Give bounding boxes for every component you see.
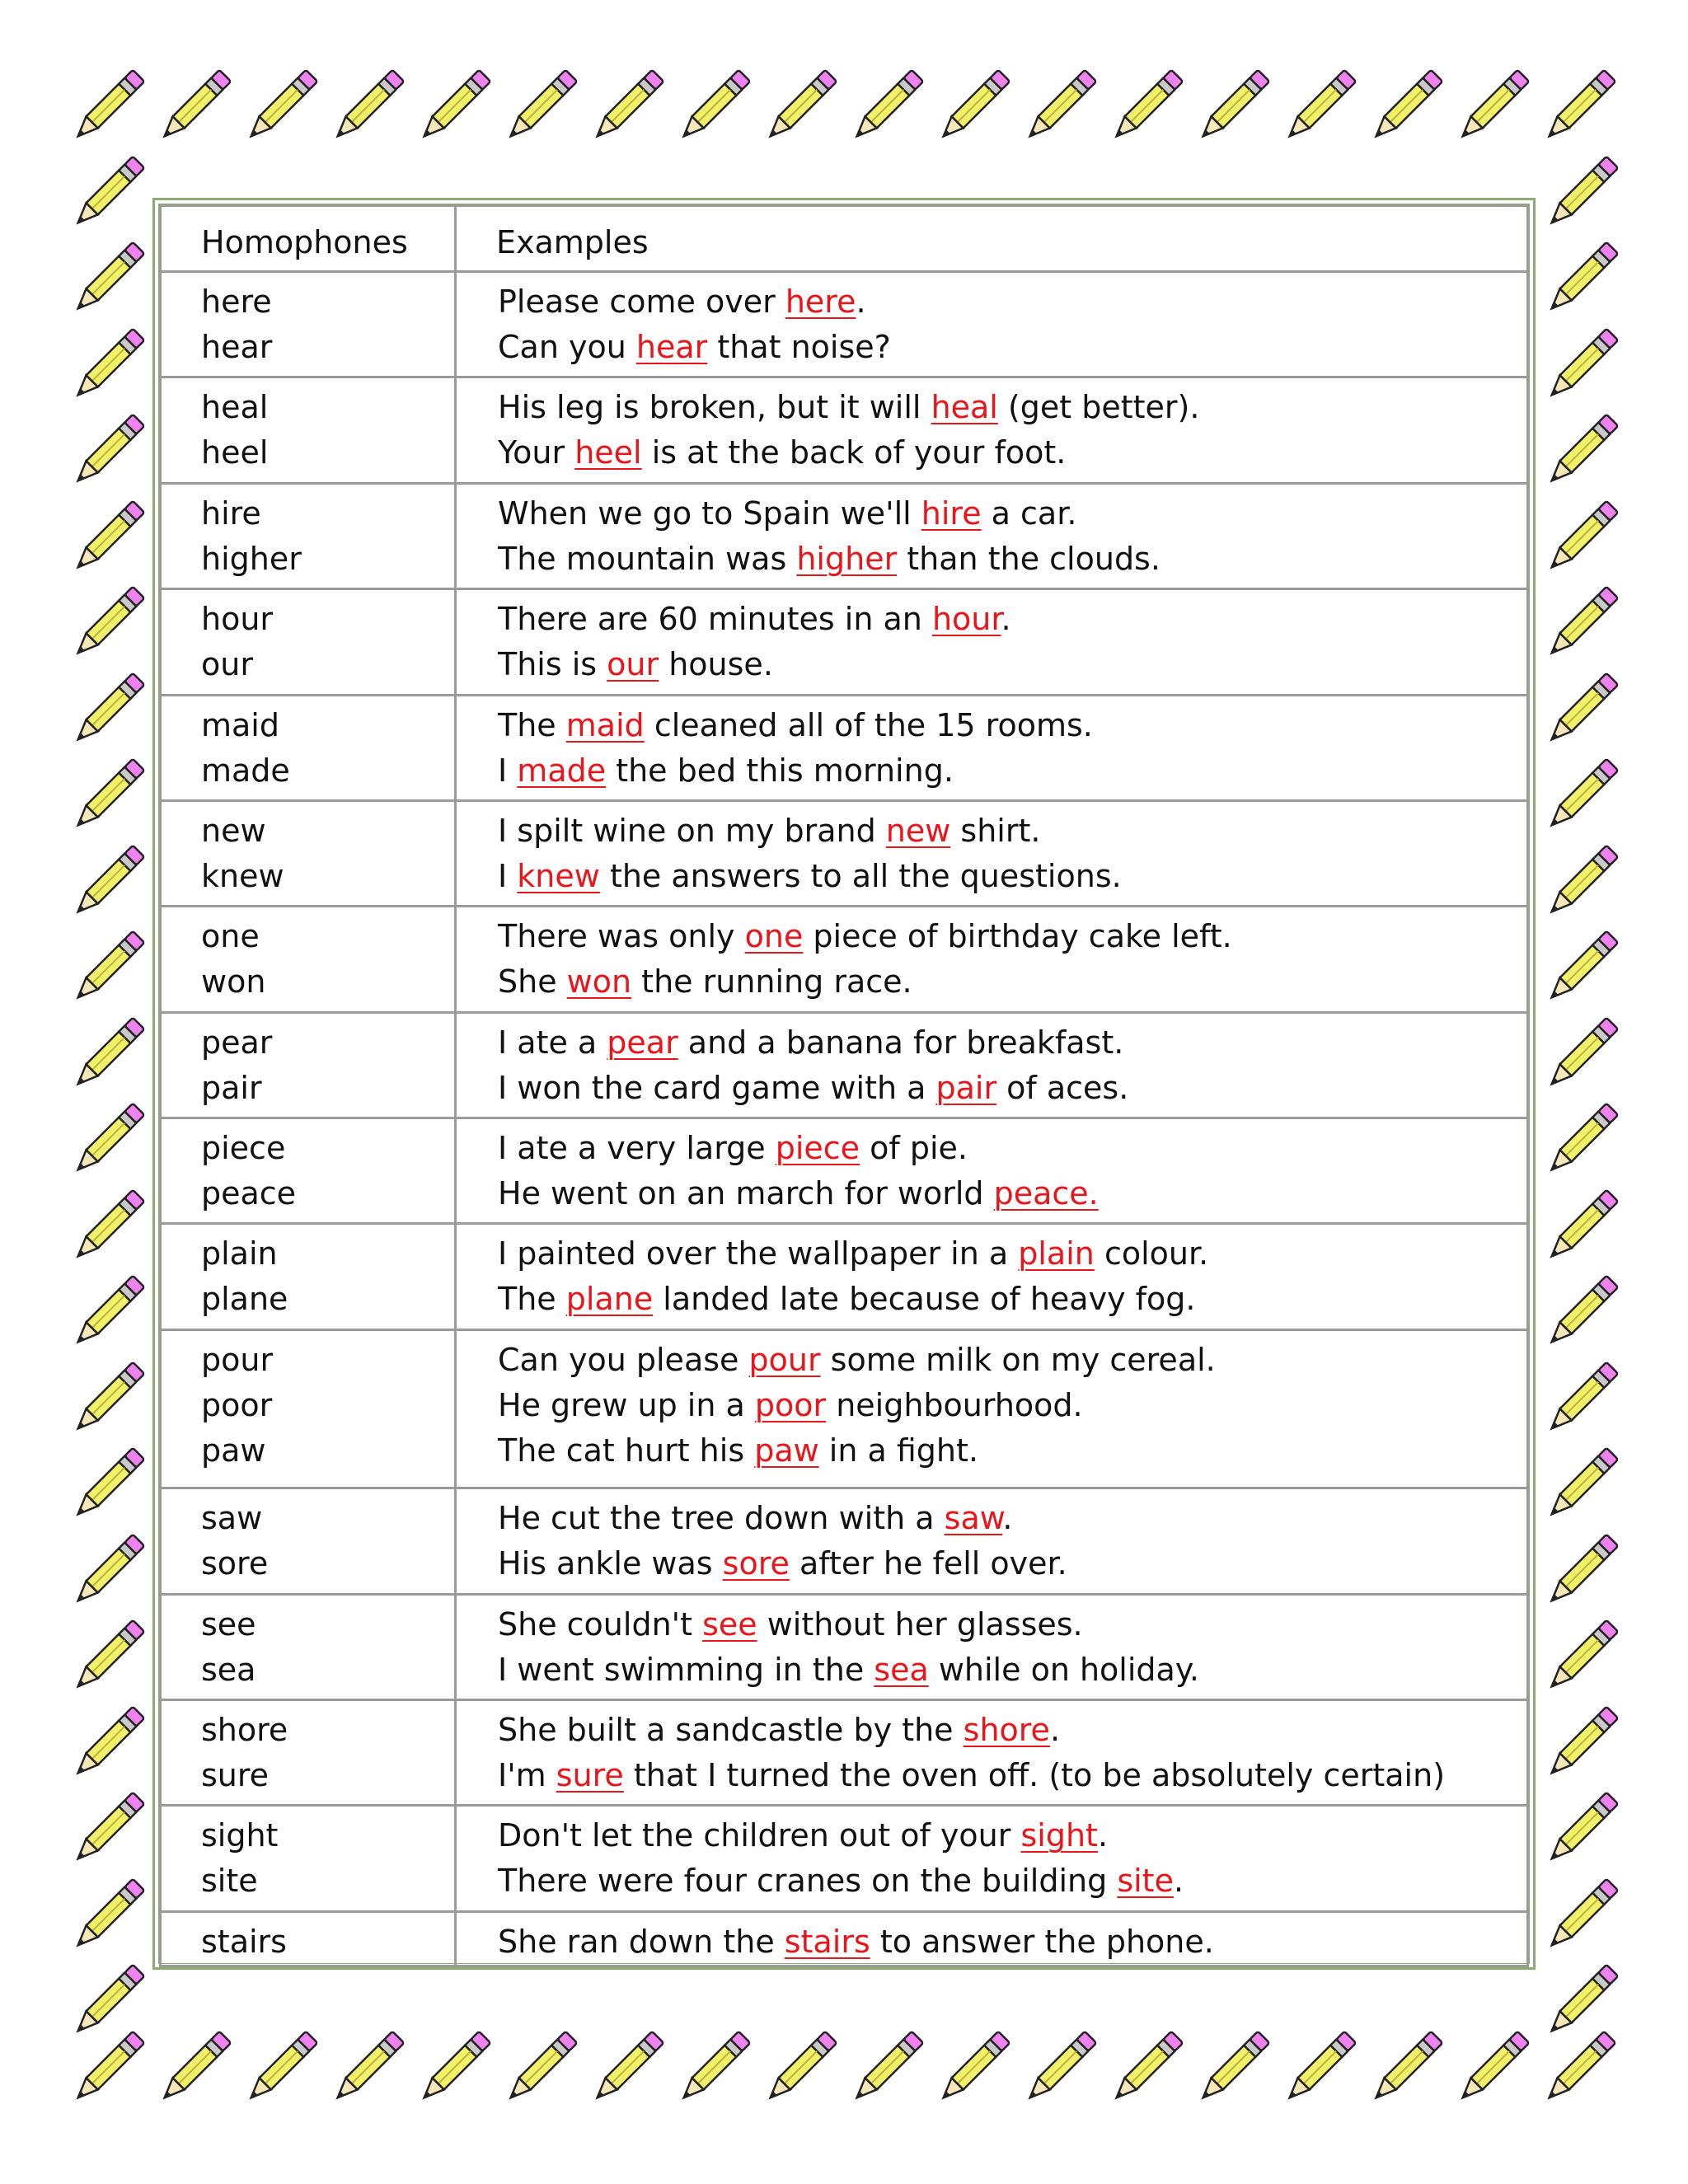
pencil-icon bbox=[66, 1788, 148, 1871]
sentence-after: . bbox=[1049, 1712, 1061, 1749]
example-cell bbox=[456, 1329, 1528, 1488]
homophone-word: plain bbox=[201, 1235, 278, 1272]
pencil-icon bbox=[326, 66, 408, 148]
highlighted-homophone: stairs bbox=[784, 1923, 870, 1960]
highlighted-homophone: see bbox=[702, 1605, 757, 1643]
pencil-icon bbox=[1278, 66, 1360, 148]
homophone-word: made bbox=[201, 752, 290, 789]
example-sentence bbox=[498, 1813, 1526, 1858]
sentence-after: of pie. bbox=[860, 1130, 968, 1166]
table-row bbox=[161, 1488, 1528, 1594]
pencil-icon bbox=[412, 66, 495, 148]
homophone-word: won bbox=[201, 963, 266, 1001]
highlighted-homophone: poor bbox=[754, 1386, 827, 1423]
highlighted-homophone: peace. bbox=[993, 1175, 1099, 1212]
example-sentence bbox=[498, 808, 1526, 854]
pencil-icon bbox=[66, 1616, 148, 1699]
example-cell bbox=[456, 272, 1528, 377]
pencil-icon bbox=[152, 66, 235, 148]
pencil-icon bbox=[66, 927, 148, 1010]
example-cell bbox=[456, 1806, 1528, 1911]
sentence-before: There was only bbox=[498, 918, 745, 955]
highlighted-homophone: sight bbox=[1020, 1817, 1098, 1854]
homophones-sheet bbox=[152, 198, 1536, 1970]
pencil-icon bbox=[412, 2027, 495, 2110]
homophone-cell bbox=[161, 1118, 456, 1224]
homophone-cell bbox=[161, 1806, 456, 1911]
header-row bbox=[161, 206, 1528, 272]
homophone-word: maid bbox=[201, 706, 279, 743]
table-row bbox=[161, 1224, 1528, 1329]
homophones-table bbox=[159, 204, 1529, 1967]
sentence-after: is at the back of your foot. bbox=[641, 434, 1067, 471]
sentence-before: I'm bbox=[498, 1757, 556, 1794]
pencil-icon bbox=[1451, 2027, 1533, 2110]
sentence-before: She ran down the bbox=[498, 1923, 785, 1960]
pencil-icon bbox=[66, 152, 148, 235]
pencil-icon bbox=[66, 1444, 148, 1526]
pencil-icon bbox=[66, 669, 148, 752]
highlighted-homophone: our bbox=[607, 646, 659, 683]
pencil-icon bbox=[499, 66, 581, 148]
sentence-before: His leg is broken, but it will bbox=[498, 389, 931, 426]
homophone-word: poor bbox=[201, 1386, 273, 1423]
example-sentence bbox=[498, 1338, 1526, 1383]
sentence-after: piece of birthday cake left. bbox=[803, 918, 1232, 955]
highlighted-homophone: knew bbox=[517, 857, 600, 894]
pencil-icon bbox=[1364, 2027, 1447, 2110]
pencil-icon bbox=[1104, 66, 1187, 148]
homophone-word: pear bbox=[201, 1024, 273, 1061]
pencil-icon bbox=[66, 325, 148, 407]
sentence-before: When we go to Spain we'll bbox=[498, 494, 921, 532]
example-cell bbox=[456, 695, 1528, 800]
pencil-icon bbox=[66, 1875, 148, 1957]
highlighted-homophone: site bbox=[1117, 1863, 1174, 1900]
pencil-icon bbox=[1540, 1014, 1622, 1096]
sentence-after: a car. bbox=[981, 494, 1077, 532]
example-cell bbox=[456, 1700, 1528, 1806]
homophone-word: piece bbox=[201, 1130, 286, 1166]
pencil-icon bbox=[239, 2027, 321, 2110]
pencil-icon bbox=[1537, 66, 1620, 148]
sentence-before: I bbox=[498, 857, 518, 894]
sentence-after: that I turned the oven off. (to be absolutely certain) bbox=[623, 1757, 1446, 1794]
homophone-cell bbox=[161, 483, 456, 588]
highlighted-homophone: sore bbox=[722, 1545, 790, 1582]
pencil-icon bbox=[66, 1272, 148, 1354]
example-sentence bbox=[498, 703, 1526, 748]
pencil-icon bbox=[1540, 1444, 1622, 1526]
pencil-icon bbox=[1540, 325, 1622, 407]
highlighted-homophone: sea bbox=[874, 1651, 929, 1688]
pencil-icon bbox=[66, 410, 148, 493]
example-sentence bbox=[498, 1541, 1526, 1586]
highlighted-homophone: paw bbox=[754, 1432, 819, 1469]
sentence-before: She bbox=[498, 963, 567, 1001]
pencil-icon bbox=[66, 1186, 148, 1268]
example-sentence bbox=[498, 959, 1526, 1005]
example-sentence bbox=[498, 1919, 1526, 1965]
sentence-after: cleaned all of the 15 rooms. bbox=[644, 706, 1093, 743]
pencil-icon bbox=[585, 66, 668, 148]
example-sentence bbox=[498, 1428, 1526, 1474]
pencil-icon bbox=[66, 583, 148, 665]
sentence-after: . bbox=[1002, 1500, 1013, 1537]
homophone-word: stairs bbox=[201, 1923, 287, 1960]
example-cell bbox=[456, 483, 1528, 588]
homophone-word: hire bbox=[201, 494, 261, 532]
example-sentence bbox=[498, 748, 1526, 794]
highlighted-homophone: hear bbox=[635, 329, 708, 365]
homophone-word: new bbox=[201, 812, 266, 849]
sentence-after: the answers to all the questions. bbox=[599, 857, 1122, 894]
table-row bbox=[161, 1700, 1528, 1806]
pencil-icon bbox=[66, 1703, 148, 1785]
example-cell bbox=[456, 907, 1528, 1012]
example-cell bbox=[456, 1594, 1528, 1699]
sentence-before: Don't let the children out of your bbox=[498, 1817, 1021, 1854]
homophone-word: paw bbox=[201, 1432, 266, 1469]
pencil-icon bbox=[1540, 1875, 1622, 1957]
sentence-after: colour. bbox=[1094, 1235, 1209, 1272]
example-sentence bbox=[498, 491, 1526, 537]
homophone-cell bbox=[161, 907, 456, 1012]
pencil-icon bbox=[499, 2027, 581, 2110]
sentence-after: in a fight. bbox=[818, 1432, 978, 1469]
example-cell bbox=[456, 1911, 1528, 1966]
homophone-word: peace bbox=[201, 1175, 297, 1212]
homophone-word: see bbox=[201, 1605, 256, 1643]
sentence-after: and a banana for breakfast. bbox=[678, 1024, 1124, 1061]
highlighted-homophone: won bbox=[566, 963, 632, 1001]
sentence-before: This is bbox=[498, 646, 607, 683]
pencil-icon bbox=[1278, 2027, 1360, 2110]
sentence-before: She couldn't bbox=[498, 1605, 703, 1643]
homophone-word: higher bbox=[201, 540, 302, 577]
pencil-icon bbox=[239, 66, 321, 148]
example-sentence bbox=[498, 1647, 1526, 1693]
example-sentence bbox=[498, 385, 1526, 430]
pencil-icon bbox=[1540, 1788, 1622, 1871]
pencil-icon bbox=[66, 841, 148, 924]
sentence-after: some milk on my cereal. bbox=[820, 1341, 1216, 1378]
pencil-icon bbox=[1540, 1186, 1622, 1268]
example-sentence bbox=[498, 430, 1526, 476]
pencil-icon bbox=[1540, 1358, 1622, 1441]
highlighted-homophone: one bbox=[744, 918, 804, 955]
highlighted-homophone: plain bbox=[1018, 1235, 1095, 1272]
pencil-icon bbox=[1540, 1272, 1622, 1354]
table-row bbox=[161, 1594, 1528, 1699]
homophone-cell bbox=[161, 695, 456, 800]
sentence-before: The bbox=[498, 1281, 566, 1318]
homophone-word: our bbox=[201, 646, 253, 683]
sentence-after: house. bbox=[659, 646, 773, 683]
sentence-before: The bbox=[498, 706, 566, 743]
pencil-icon bbox=[1540, 1530, 1622, 1613]
table-row bbox=[161, 1806, 1528, 1911]
pencil-icon bbox=[845, 2027, 927, 2110]
example-sentence bbox=[498, 1126, 1526, 1171]
example-sentence bbox=[498, 1020, 1526, 1066]
homophone-word: site bbox=[201, 1863, 258, 1900]
pencil-icon bbox=[66, 1099, 148, 1182]
sentence-before: There were four cranes on the building bbox=[498, 1863, 1118, 1900]
sentence-before: I spilt wine on my brand bbox=[498, 812, 886, 849]
table-row bbox=[161, 800, 1528, 906]
highlighted-homophone: heal bbox=[931, 389, 998, 426]
pencil-icon bbox=[931, 66, 1014, 148]
table-row bbox=[161, 483, 1528, 588]
sentence-after: the running race. bbox=[631, 963, 912, 1001]
header-examples: Examples bbox=[456, 206, 1528, 272]
example-sentence bbox=[498, 1171, 1526, 1216]
pencil-icon bbox=[758, 66, 841, 148]
sentence-after: shirt. bbox=[950, 812, 1041, 849]
highlighted-homophone: hire bbox=[921, 494, 982, 532]
pencil-icon bbox=[1451, 66, 1533, 148]
sentence-after: . bbox=[1097, 1817, 1109, 1854]
sentence-before: The cat hurt his bbox=[498, 1432, 755, 1469]
highlighted-homophone: pour bbox=[748, 1341, 821, 1378]
example-sentence bbox=[498, 1383, 1526, 1428]
example-cell bbox=[456, 1118, 1528, 1224]
sentence-before: She built a sandcastle by the bbox=[498, 1712, 964, 1749]
example-cell bbox=[456, 800, 1528, 906]
highlighted-homophone: pair bbox=[935, 1069, 997, 1106]
sentence-after: the bed this morning. bbox=[606, 752, 954, 789]
sentence-after: while on holiday. bbox=[928, 1651, 1199, 1688]
table-frame bbox=[158, 204, 1530, 1964]
example-cell bbox=[456, 1488, 1528, 1594]
highlighted-homophone: saw bbox=[944, 1500, 1003, 1537]
pencil-icon bbox=[66, 1961, 148, 2043]
pencil-icon bbox=[1540, 497, 1622, 579]
homophone-cell bbox=[161, 1488, 456, 1594]
sentence-before: Please come over bbox=[498, 284, 785, 320]
pencil-icon bbox=[1018, 66, 1100, 148]
sentence-before: I won the card game with a bbox=[498, 1069, 936, 1106]
homophone-word: one bbox=[201, 918, 260, 955]
example-sentence bbox=[498, 279, 1526, 325]
homophone-word: knew bbox=[201, 857, 284, 894]
example-sentence bbox=[498, 597, 1526, 642]
pencil-icon bbox=[1540, 755, 1622, 837]
table-row bbox=[161, 589, 1528, 695]
pencil-icon bbox=[66, 1530, 148, 1613]
homophone-cell bbox=[161, 800, 456, 906]
pencil-icon bbox=[1540, 1616, 1622, 1699]
highlighted-homophone: made bbox=[517, 752, 607, 789]
example-sentence bbox=[498, 537, 1526, 582]
sentence-after: landed late because of heavy fog. bbox=[653, 1281, 1196, 1318]
pencil-icon bbox=[66, 1014, 148, 1096]
example-sentence bbox=[498, 1753, 1526, 1798]
pencil-icon bbox=[758, 2027, 841, 2110]
example-sentence bbox=[498, 1858, 1526, 1904]
highlighted-homophone: here bbox=[785, 284, 856, 320]
table-row bbox=[161, 907, 1528, 1012]
sentence-after: . bbox=[856, 284, 866, 320]
example-sentence bbox=[498, 854, 1526, 899]
pencil-icon bbox=[152, 2027, 235, 2110]
example-sentence bbox=[498, 642, 1526, 687]
pencil-icon bbox=[1540, 927, 1622, 1010]
sentence-before: Can you please bbox=[498, 1341, 749, 1378]
example-sentence bbox=[498, 1066, 1526, 1111]
homophone-word: heel bbox=[201, 434, 269, 471]
homophone-cell bbox=[161, 1224, 456, 1329]
pencil-icon bbox=[1540, 1703, 1622, 1785]
table-row bbox=[161, 1012, 1528, 1118]
sentence-after: neighbourhood. bbox=[826, 1386, 1083, 1423]
sentence-before: I bbox=[498, 752, 518, 789]
example-sentence bbox=[498, 1277, 1526, 1322]
example-sentence bbox=[498, 914, 1526, 959]
sentence-before: I went swimming in the bbox=[498, 1651, 874, 1688]
homophone-cell bbox=[161, 589, 456, 695]
sentence-before: I ate a bbox=[498, 1024, 607, 1061]
sentence-after: (get better). bbox=[997, 389, 1200, 426]
sentence-before: He grew up in a bbox=[498, 1386, 755, 1423]
homophone-cell bbox=[161, 1594, 456, 1699]
highlighted-homophone: heel bbox=[574, 434, 642, 471]
homophone-word: sure bbox=[201, 1757, 270, 1794]
pencil-icon bbox=[1540, 152, 1622, 235]
highlighted-homophone: new bbox=[885, 812, 951, 849]
sentence-before: The mountain was bbox=[498, 540, 797, 577]
header-homophones: Homophones bbox=[161, 206, 456, 272]
homophone-cell bbox=[161, 1012, 456, 1118]
example-cell bbox=[456, 1012, 1528, 1118]
homophone-cell bbox=[161, 1329, 456, 1488]
example-cell bbox=[456, 377, 1528, 483]
sentence-after: . bbox=[1001, 601, 1011, 638]
table-row bbox=[161, 377, 1528, 483]
sentence-after: than the clouds. bbox=[897, 540, 1160, 577]
homophone-word: pair bbox=[201, 1069, 262, 1106]
sentence-after: that noise? bbox=[707, 329, 891, 365]
pencil-icon bbox=[1540, 841, 1622, 924]
highlighted-homophone: sure bbox=[556, 1757, 624, 1794]
pencil-icon bbox=[1191, 66, 1273, 148]
pencil-icon bbox=[1540, 669, 1622, 752]
pencil-icon bbox=[1540, 238, 1622, 321]
sentence-before: Your bbox=[498, 434, 575, 471]
homophone-word: heal bbox=[201, 389, 269, 426]
pencil-icon bbox=[1540, 410, 1622, 493]
example-sentence bbox=[498, 1496, 1526, 1541]
sentence-before: I ate a very large bbox=[498, 1130, 776, 1166]
example-cell bbox=[456, 1224, 1528, 1329]
sentence-before: He cut the tree down with a bbox=[498, 1500, 945, 1537]
highlighted-homophone: hour bbox=[931, 601, 1001, 638]
homophone-word: sea bbox=[201, 1651, 256, 1688]
sentence-before: Can you bbox=[498, 329, 636, 365]
example-sentence bbox=[498, 1231, 1526, 1277]
sentence-after: . bbox=[1173, 1863, 1184, 1900]
pencil-icon bbox=[66, 497, 148, 579]
homophone-word: sight bbox=[201, 1817, 279, 1854]
highlighted-homophone: higher bbox=[796, 540, 898, 577]
pencil-icon bbox=[1191, 2027, 1273, 2110]
table-row bbox=[161, 1911, 1528, 1966]
pencil-icon bbox=[672, 66, 754, 148]
table-row bbox=[161, 1118, 1528, 1224]
homophone-word: here bbox=[201, 284, 272, 320]
pencil-icon bbox=[66, 238, 148, 321]
homophone-word: hour bbox=[201, 601, 274, 638]
pencil-icon bbox=[1364, 66, 1447, 148]
highlighted-homophone: shore bbox=[963, 1712, 1050, 1749]
sentence-after: of aces. bbox=[996, 1069, 1129, 1106]
sentence-before: There are 60 minutes in an bbox=[498, 601, 932, 638]
highlighted-homophone: maid bbox=[565, 706, 645, 743]
example-sentence bbox=[498, 1602, 1526, 1647]
homophone-cell bbox=[161, 377, 456, 483]
pencil-icon bbox=[672, 2027, 754, 2110]
homophone-cell bbox=[161, 1700, 456, 1806]
sentence-after: after he fell over. bbox=[789, 1545, 1067, 1582]
sentence-after: without her glasses. bbox=[757, 1605, 1083, 1643]
table-row bbox=[161, 272, 1528, 377]
sentence-before: He went on an march for world bbox=[498, 1175, 994, 1212]
pencil-icon bbox=[1540, 1099, 1622, 1182]
table-row bbox=[161, 695, 1528, 800]
pencil-icon bbox=[845, 66, 927, 148]
pencil-icon bbox=[585, 2027, 668, 2110]
homophone-word: shore bbox=[201, 1712, 288, 1749]
highlighted-homophone: plane bbox=[565, 1281, 654, 1318]
homophone-word: pour bbox=[201, 1341, 274, 1378]
pencil-icon bbox=[1540, 583, 1622, 665]
homophone-word: hear bbox=[201, 329, 273, 365]
highlighted-homophone: pear bbox=[607, 1024, 678, 1061]
homophone-cell bbox=[161, 1911, 456, 1966]
pencil-icon bbox=[1540, 1961, 1622, 2043]
highlighted-homophone: piece bbox=[775, 1130, 860, 1166]
homophone-cell bbox=[161, 272, 456, 377]
pencil-icon bbox=[1018, 2027, 1100, 2110]
pencil-icon bbox=[931, 2027, 1014, 2110]
pencil-icon bbox=[66, 755, 148, 837]
homophone-word: plane bbox=[201, 1281, 288, 1318]
pencil-icon bbox=[66, 1358, 148, 1441]
homophone-word: saw bbox=[201, 1500, 263, 1537]
pencil-icon bbox=[1104, 2027, 1187, 2110]
homophone-word: sore bbox=[201, 1545, 269, 1582]
example-sentence bbox=[498, 325, 1526, 370]
example-sentence bbox=[498, 1708, 1526, 1753]
sentence-before: His ankle was bbox=[498, 1545, 723, 1582]
sentence-after: to answer the phone. bbox=[870, 1923, 1214, 1960]
pencil-icon bbox=[326, 2027, 408, 2110]
sentence-before: I painted over the wallpaper in a bbox=[498, 1235, 1019, 1272]
pencil-icon bbox=[66, 66, 148, 148]
example-cell bbox=[456, 589, 1528, 695]
table-row bbox=[161, 1329, 1528, 1488]
